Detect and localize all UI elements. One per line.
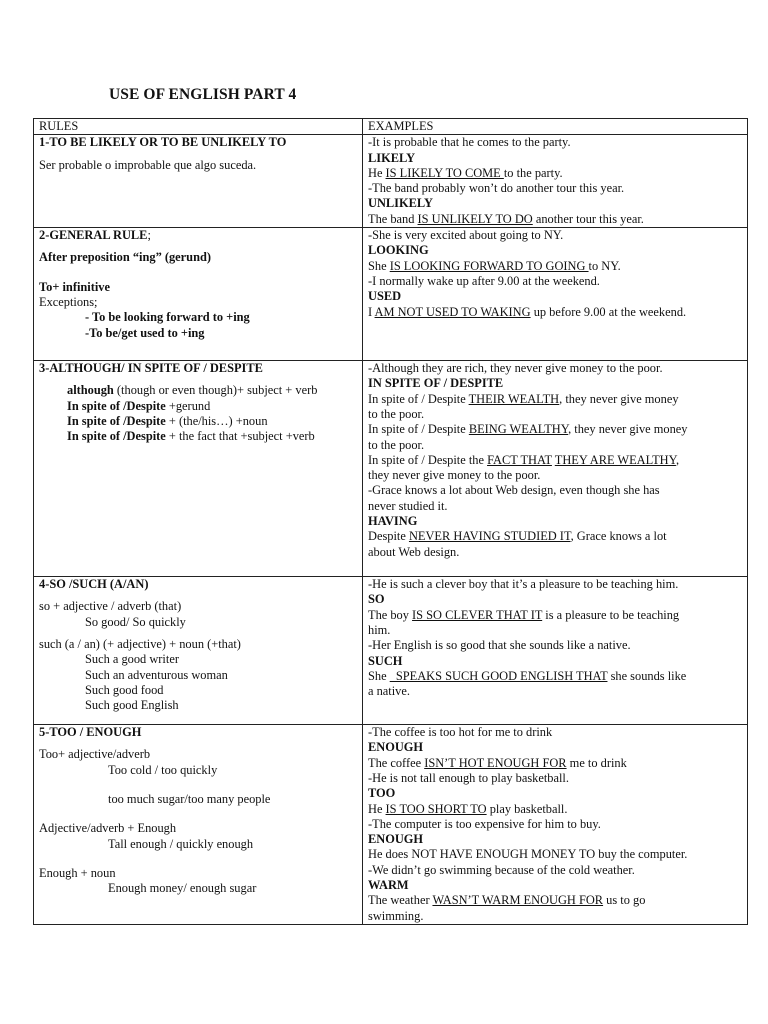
keyword: ENOUGH [368, 740, 424, 755]
rule-example: Such an adventurous woman [85, 667, 228, 682]
keyword: IN SPITE OF / DESPITE [368, 376, 504, 391]
table-row [34, 361, 748, 577]
rule-example: So good/ So quickly [85, 614, 186, 629]
section-heading: 4-SO /SUCH (A/AN) [39, 577, 149, 592]
rewrite-text: In spite of / Despite THEIR WEALTH, they never give money [368, 391, 679, 406]
rule-cell [34, 577, 363, 725]
example-text: never studied it. [368, 498, 448, 513]
example-text: -Her English is so good that she sounds like a native. [368, 638, 631, 653]
rewrite-text: about Web design. [368, 544, 460, 559]
rule-text: -To be/get used to +ing [85, 325, 205, 340]
rule-example: too much sugar/too many people [108, 791, 271, 806]
keyword: LIKELY [368, 150, 416, 165]
rewrite-text: The boy IS SO CLEVER THAT IT is a pleasure to be teaching [368, 607, 680, 622]
keyword: UNLIKELY [368, 196, 433, 211]
example-cell [363, 577, 748, 725]
rule-text: - To be looking forward to +ing [85, 310, 250, 325]
rewrite-text: In spite of / Despite BEING WEALTHY, they never give money [368, 422, 688, 437]
section-heading: 3-ALTHOUGH/ IN SPITE OF / DESPITE [39, 361, 263, 376]
rule-text: In spite of /Despite + (the/his…) +noun [67, 413, 268, 428]
rewrite-text: I AM NOT USED TO WAKING up before 9.00 at the weekend. [368, 304, 687, 319]
example-cell [363, 228, 748, 361]
rewrite-text: He IS TOO SHORT TO play basketball. [368, 801, 568, 816]
rule-text: Ser probable o improbable que algo suceda. [39, 157, 257, 172]
example-text: -I normally wake up after 9.00 at the weekend. [368, 273, 600, 288]
rule-text: In spite of /Despite + the fact that +subject +verb [67, 429, 315, 444]
keyword: SO [368, 592, 385, 607]
rule-example: Such good English [85, 698, 179, 713]
rewrite-text: She IS LOOKING FORWARD TO GOING to NY. [368, 258, 621, 273]
rule-cell [34, 135, 363, 228]
example-text: -We didn’t go swimming because of the cold weather. [368, 862, 635, 877]
section-heading: 1-TO BE LIKELY OR TO BE UNLIKELY TO [39, 135, 287, 150]
header-rules: RULES [34, 119, 363, 135]
keyword: HAVING [368, 514, 418, 529]
rule-text: After preposition “ing” (gerund) [39, 250, 211, 265]
rule-text: Exceptions; [39, 294, 98, 309]
rewrite-text: In spite of / Despite the FACT THAT THEY ARE WEALTHY, [368, 452, 680, 467]
example-text: -The computer is too expensive for him to buy. [368, 816, 601, 831]
rewrite-text: He does NOT HAVE ENOUGH MONEY TO buy the computer. [368, 847, 688, 862]
table-header-row [34, 119, 748, 135]
rule-cell [34, 725, 363, 925]
rule-text: so + adjective / adverb (that) [39, 599, 182, 614]
section-heading: 2-GENERAL RULE; [39, 228, 151, 243]
rewrite-text: The coffee ISN’T HOT ENOUGH FOR me to drink [368, 755, 627, 770]
table-row [34, 135, 748, 228]
rewrite-text: The band IS UNLIKELY TO DO another tour this year. [368, 211, 644, 226]
rule-example: Enough money/ enough sugar [108, 881, 257, 896]
keyword: LOOKING [368, 243, 429, 258]
rewrite-text: She SPEAKS SUCH GOOD ENGLISH THAT she sounds like [368, 668, 687, 683]
rule-example: Such a good writer [85, 652, 179, 667]
table-row [34, 228, 748, 361]
rewrite-text: they never give money to the poor. [368, 468, 541, 483]
example-cell [363, 361, 748, 577]
keyword: SUCH [368, 653, 403, 668]
example-text: -It is probable that he comes to the party. [368, 135, 571, 150]
rules-table [33, 118, 748, 925]
example-text: -She is very excited about going to NY. [368, 228, 564, 243]
rule-example: Too cold / too quickly [108, 762, 218, 777]
example-cell [363, 135, 748, 228]
section-heading: 5-TOO / ENOUGH [39, 725, 142, 740]
rewrite-text: swimming. [368, 908, 424, 923]
rule-text: Enough + noun [39, 865, 116, 880]
rewrite-text: The weather WASN’T WARM ENOUGH FOR us to go [368, 893, 646, 908]
rewrite-text: to the poor. [368, 437, 425, 452]
rewrite-text: him. [368, 622, 391, 637]
rule-text: In spite of /Despite +gerund [67, 398, 211, 413]
keyword: USED [368, 289, 402, 304]
rule-text: Too+ adjective/adverb [39, 747, 151, 762]
example-text: -Grace knows a lot about Web design, even though she has [368, 483, 660, 498]
keyword: ENOUGH [368, 832, 424, 847]
keyword: TOO [368, 786, 396, 801]
rewrite-text: Despite NEVER HAVING STUDIED IT, Grace knows a lot [368, 529, 667, 544]
rewrite-text: to the poor. [368, 406, 425, 421]
example-text: -The band probably won’t do another tour this year. [368, 181, 625, 196]
rule-cell [34, 228, 363, 361]
example-cell [363, 725, 748, 925]
rewrite-text: a native. [368, 684, 410, 699]
rule-text: To+ infinitive [39, 279, 110, 294]
header-examples: EXAMPLES [363, 119, 748, 135]
rule-text: Adjective/adverb + Enough [39, 821, 177, 836]
example-text: -He is such a clever boy that it’s a pleasure to be teaching him. [368, 577, 679, 592]
page-title: USE OF ENGLISH PART 4 [109, 86, 297, 103]
example-text: -The coffee is too hot for me to drink [368, 725, 553, 740]
table-row [34, 577, 748, 725]
rewrite-text: He IS LIKELY TO COME to the party. [368, 165, 563, 180]
example-text: -Although they are rich, they never give money to the poor. [368, 361, 663, 376]
table-row [34, 725, 748, 925]
rule-text: such (a / an) (+ adjective) + noun (+that) [39, 636, 241, 651]
keyword: WARM [368, 878, 409, 893]
rule-cell [34, 361, 363, 577]
rule-text: although (though or even though)+ subject + verb [67, 383, 318, 398]
example-text: -He is not tall enough to play basketball. [368, 770, 569, 785]
rule-example: Tall enough / quickly enough [108, 836, 254, 851]
rule-example: Such good food [85, 682, 164, 697]
